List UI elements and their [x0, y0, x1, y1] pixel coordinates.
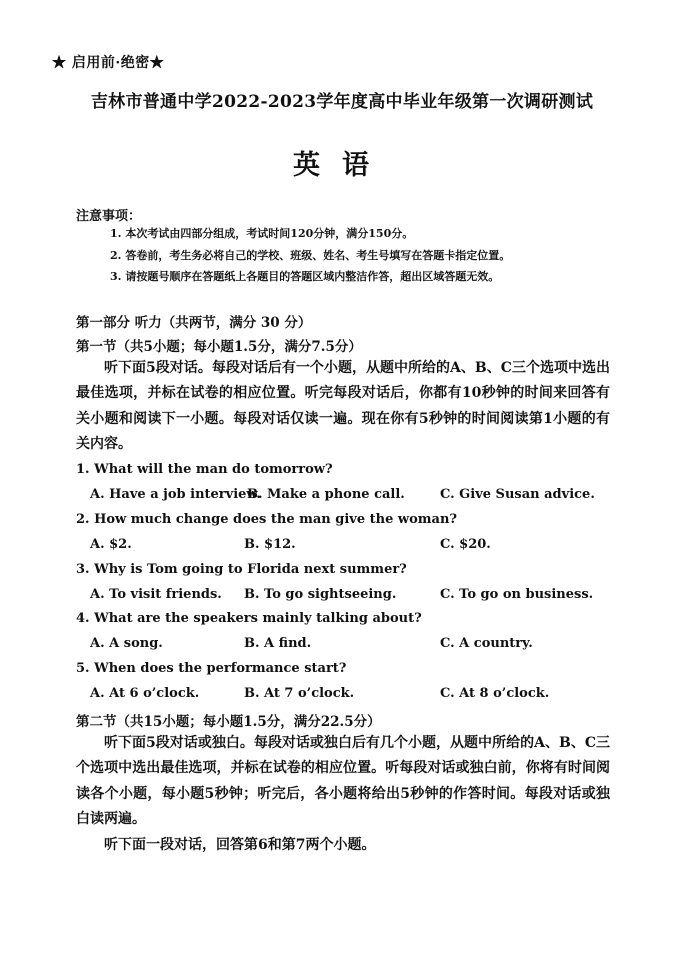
question-stem: 1. What will the man do tomorrow? [76, 462, 333, 477]
question-stem: 3. Why is Tom going to Florida next summer? [76, 562, 407, 577]
option-b: B. Make a phone call. [247, 487, 405, 502]
option-a: A. A song. [90, 636, 163, 651]
option-b: B. A find. [244, 636, 312, 651]
option-b: B. To go sightseeing. [244, 587, 397, 602]
option-a: A. To visit friends. [90, 587, 222, 602]
subject-title: 英语 [293, 150, 391, 181]
section1-instruction: 听下面5段对话。每段对话后有一个小题，从题中所给的A、B、C三个选项中选出最佳选项，并标在试卷的相应位置。听完每段对话后，你都有10秒钟的时间来回答有关小题和阅读下一小题。每段对话仅读一遍。现在你有5秒钟的时间阅读第1小题的有关内容。 [76, 360, 610, 453]
question-stem: 5. When does the performance start? [76, 661, 347, 676]
section1-heading: 第一节（共5小题；每小题1.5分，满分7.5分） [76, 339, 362, 355]
section2-heading: 第二节（共15小题；每小题1.5分，满分22.5分） [76, 714, 381, 730]
option-c: C. $20. [440, 537, 491, 552]
part1-heading: 第一部分 听力（共两节，满分 30 分） [76, 315, 312, 331]
option-c: C. A country. [440, 636, 533, 651]
option-c: C. To go on business. [440, 587, 594, 602]
notes-heading: 注意事项： [76, 209, 142, 224]
question-stem: 4. What are the speakers mainly talking about? [76, 611, 422, 626]
note-item: 2. 答卷前，考生务必将自己的学校、班级、姓名、考生号填写在答题卡指定位置。 [110, 249, 511, 262]
option-c: C. Give Susan advice. [440, 487, 595, 502]
exam-title: 吉林市普通中学2022-2023学年度高中毕业年级第一次调研测试 [90, 92, 594, 112]
next-dialogue-prompt: 听下面一段对话，回答第6和第7两个小题。 [104, 837, 376, 853]
question-stem: 2. How much change does the man give the woman? [76, 512, 458, 527]
option-a: A. $2. [90, 537, 132, 552]
option-c: C. At 8 o’clock. [440, 686, 550, 701]
option-b: B. At 7 o’clock. [244, 686, 355, 701]
note-item: 1. 本次考试由四部分组成，考试时间120分钟，满分150分。 [110, 227, 414, 240]
option-b: B. $12. [244, 537, 296, 552]
note-item: 3. 请按题号顺序在答题纸上各题目的答题区域内整洁作答，超出区域答题无效。 [110, 270, 500, 283]
section2-instruction: 听下面5段对话或独白。每段对话或独白后有几个小题，从题中所给的A、B、C三个选项中选出最佳选项，并标在试卷的相应位置。听每段对话或独白前，你将有时间阅读各个小题，每小题5秒钟；听完后，各小题将给出5秒钟的作答时间。每段对话或独白读两遍。 [76, 735, 610, 828]
option-a: A. Have a job interview. [90, 487, 261, 502]
confidential-mark: ★ 启用前·绝密★ [52, 55, 165, 71]
option-a: A. At 6 o’clock. [90, 686, 200, 701]
